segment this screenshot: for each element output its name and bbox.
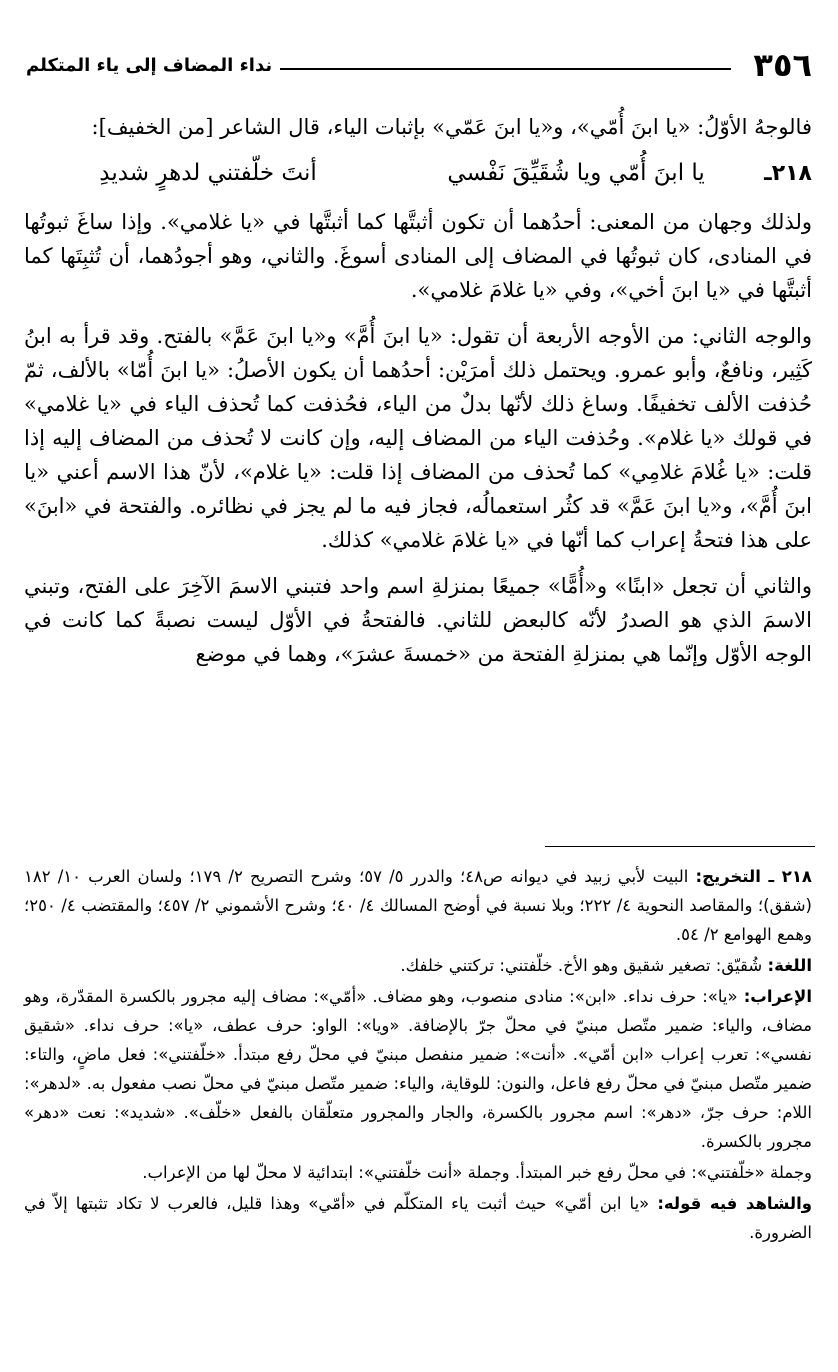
- paragraph-1: فالوجهُ الأوّلُ: «يا ابنَ أُمّي»، و«يا ابنَ عَمّي» بإثبات الياء، قال الشاعر [من الخفيف]:: [91, 115, 812, 139]
- paragraph-4: والثاني أن تجعل «ابنًا» و«أُمًّا» جميعًا بمنزلةِ اسم واحد فتبني الاسمَ الآخِرَ على الفتح، وتبني الاسمَ الذي هو الصدرُ لأنّه كالبعض للثاني. فالفتحةُ في الأوّل ليست نصبةً كما كانت في الوجه الأوّل وإنّما هي بمنزلةِ الفتحة من «خمسةَ عشرَ»، وهما في موضع: [24, 574, 812, 666]
- footnote-text: «يا ابن أمّي» حيث أثبت ياء المتكلّم في «أمّي» وهذا قليل، فالعرب لا تكاد تثبتها إلاّ في الضرورة.: [24, 1194, 812, 1242]
- footnote-irab: [24, 982, 812, 1156]
- footnote-label: ٢١٨ ـ التخريج:: [695, 867, 812, 886]
- footnote-label: الإعراب:: [743, 987, 812, 1006]
- paragraph-2: ولذلك وجهان من المعنى: أحدُهما أن تكون أثبتَّها كما أثبتَّها في «يا غلامي». وإذا ساغَ ثبوتُها في المنادى، كان ثبوتُها في المضاف إلى المنادى أسوغَ. والثاني، وهو أجودُهما، أن تُثبِتَها كما أثبتَّها في «يا ابنَ أخي»، وفي «يا غلامَ غلامي».: [24, 210, 812, 302]
- footnote-text: شُقيّق: تصغير شقيق وهو الأخ. خلّفتني: تركتني خلفك.: [400, 956, 768, 975]
- footnote-label: والشاهد فيه قوله:: [657, 1194, 812, 1213]
- footnote-takhrij: [24, 862, 812, 949]
- page-number: ٣٥٦: [753, 46, 812, 84]
- page-header: [26, 40, 812, 90]
- verse-number: ٢١٨ـ: [764, 161, 812, 186]
- verse-second-hemistich: أنتَ خلّفتني لدهرٍ شديدِ: [99, 160, 317, 186]
- paragraph-3: والوجه الثاني: من الأوجه الأربعة أن تقول: «يا ابنَ أُمَّ» و«يا ابنَ عَمَّ» بالفتح. وقد قرأ به ابنُ كَثِير، ونافعٌ، وأبو عمرو. ويحتمل ذلك أمرَيْن: أحدُهما أن يكون الأصلُ: «يا ابنَ أُمّا» بالألف، ثمّ حُذفت الألف تخفيفًا. وساغ ذلك لأنّها بدلٌ من الياء، فحُذفت كما تُحذف الياء في «يا غلامي» في قولك «يا غلام». وحُذفت الياء من المضاف إليه، وإن كانت لا تُحذف من المضاف إليه إذا قلت: «يا غُلامَ غلامِي» كما تُحذف من المضاف إذا قلت: «يا غلام»، لأنّ هذا الاسم أعني «يا ابنَ أُمَّ»، و«يا ابنَ عَمَّ» قد كثُر استعمالُه، فجاز فيه ما لم يجز في نظائره. والفتحة في «ابنَ» على هذا فتحةُ إعراب كما أنّها في «يا غلامَ غلامي» كذلك.: [24, 324, 812, 552]
- footnote-text: «يا»: حرف نداء. «ابن»: منادى منصوب، وهو مضاف. «أمّي»: مضاف إليه مجرور بالكسرة المقدّرة، وهو مضاف، والياء: ضمير متّصل مبنيّ في محلّ جرّ بالإضافة. «ويا»: الواو: حرف عطف، «يا»: حرف نداء. «شقيق نفسي»: تعرب إعراب «ابن أمّي». «أنت»: ضمير منفصل مبنيّ في محلّ رفع مبتدأ. «خلّفتني»: فعل ماضٍ، والتاء: ضمير متّصل مبنيّ في محلّ رفع فاعل، والنون: للوقاية، والياء: ضمير متّصل مبنيّ في محلّ نصب مفعول به. «لدهر»: اللام: حرف جرّ، «دهر»: اسم مجرور بالكسرة، والجار والمجرور متعلّقان بالفعل «خلّف». «شديد»: نعت «دهر» مجرور بالكسرة.: [24, 987, 812, 1151]
- footnote-jumla: [24, 1158, 812, 1187]
- footnotes: [24, 862, 812, 1249]
- header-rule: [280, 68, 731, 70]
- running-title: نداء المضاف إلى ياء المتكلم: [26, 54, 273, 76]
- verse-first-hemistich: يا ابنَ أُمّي ويا شُقَيِّقَ نَفْسي: [447, 160, 705, 186]
- footnote-label: اللغة:: [767, 956, 812, 975]
- footnote-divider: [545, 846, 815, 847]
- footnote-text: البيت لأبي زبيد في ديوانه ص٤٨؛ والدرر ٥/ ٥٧؛ وشرح التصريح ٢/ ١٧٩؛ ولسان العرب ١٠/ ١٨٢ (شقق)؛ والمقاصد النحوية ٤/ ٢٢٢؛ وبلا نسبة في أوضح المسالك ٤/ ٤٠؛ وشرح الأشموني ٢/ ٤٥٧؛ والمقتضب ٤/ ٢٥٠؛ وهمع الهوامع ٢/ ٥٤.: [24, 867, 812, 944]
- main-text: [24, 110, 812, 683]
- footnote-lugha: [24, 951, 812, 980]
- footnote-text: وجملة «خلّفتني»: في محلّ رفع خبر المبتدأ. وجملة «أنت خلّفتني»: ابتدائية لا محلّ لها من الإعراب.: [142, 1163, 812, 1182]
- footnote-shahid: [24, 1189, 812, 1247]
- verse-line: [24, 156, 812, 191]
